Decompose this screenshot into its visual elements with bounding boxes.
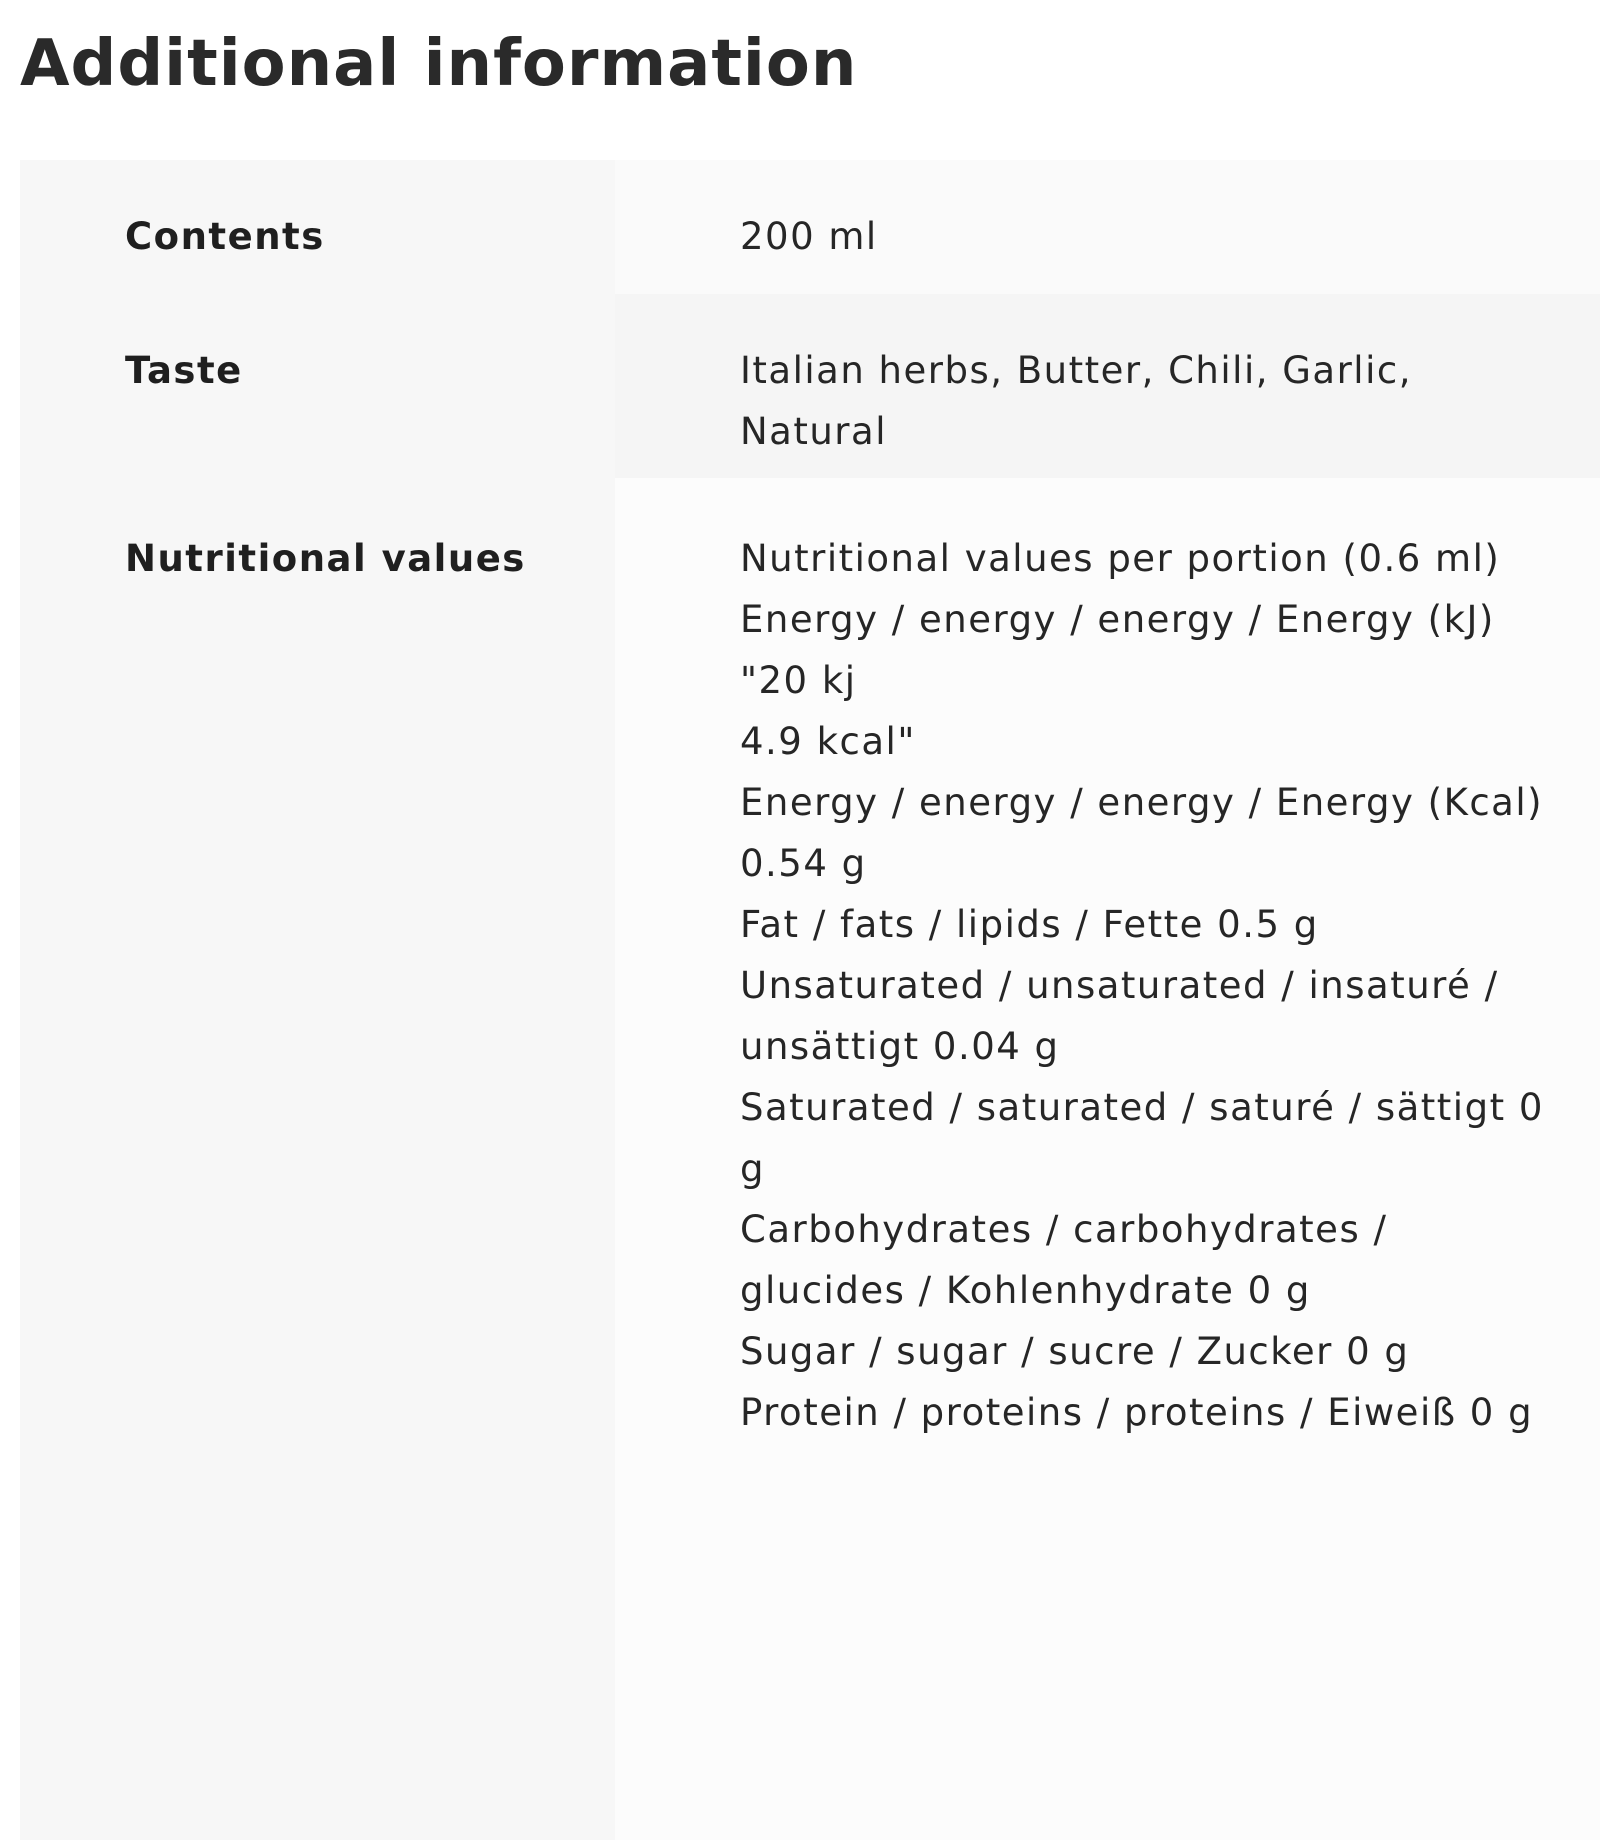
row-value-nutritional-values — [615, 478, 1600, 1840]
table-row-nutritional-values — [20, 478, 1600, 1840]
row-value-contents: 200 ml — [615, 160, 1600, 294]
nutrition-line-energy-kcal: Energy / energy / energy / Energy (Kcal) 0.54 g — [740, 781, 1544, 885]
nutrition-line-per-portion: Nutritional values per portion (0.6 ml) — [740, 537, 1501, 580]
nutrition-line-unsaturated: Unsaturated / unsaturated / insaturé / unsättigt 0.04 g — [740, 964, 1499, 1068]
additional-information-table — [20, 160, 1600, 1840]
nutrition-line-fat: Fat / fats / lipids / Fette 0.5 g — [740, 903, 1319, 946]
nutrition-line-energy-kcal-note: 4.9 kcal" — [740, 720, 916, 763]
nutrition-line-saturated: Saturated / saturated / saturé / sättigt 0 g — [740, 1086, 1544, 1190]
nutrition-line-energy-kj: Energy / energy / energy / Energy (kJ) "20 kj — [740, 598, 1495, 702]
row-label-nutritional-values: Nutritional values — [20, 478, 615, 1840]
table-row-taste — [20, 294, 1600, 478]
row-label-contents: Contents — [20, 160, 615, 294]
nutrition-line-sugar: Sugar / sugar / sucre / Zucker 0 g — [740, 1330, 1410, 1373]
nutrition-line-carbohydrates: Carbohydrates / carbohydrates / glucides / Kohlenhydrate 0 g — [740, 1208, 1388, 1312]
table-row-contents — [20, 160, 1600, 294]
row-label-taste: Taste — [20, 294, 615, 478]
row-value-taste: Italian herbs, Butter, Chili, Garlic, Natural — [615, 294, 1600, 478]
section-heading: Additional information — [20, 27, 858, 101]
nutrition-line-protein: Protein / proteins / proteins / Eiweiß 0 g — [740, 1391, 1534, 1434]
